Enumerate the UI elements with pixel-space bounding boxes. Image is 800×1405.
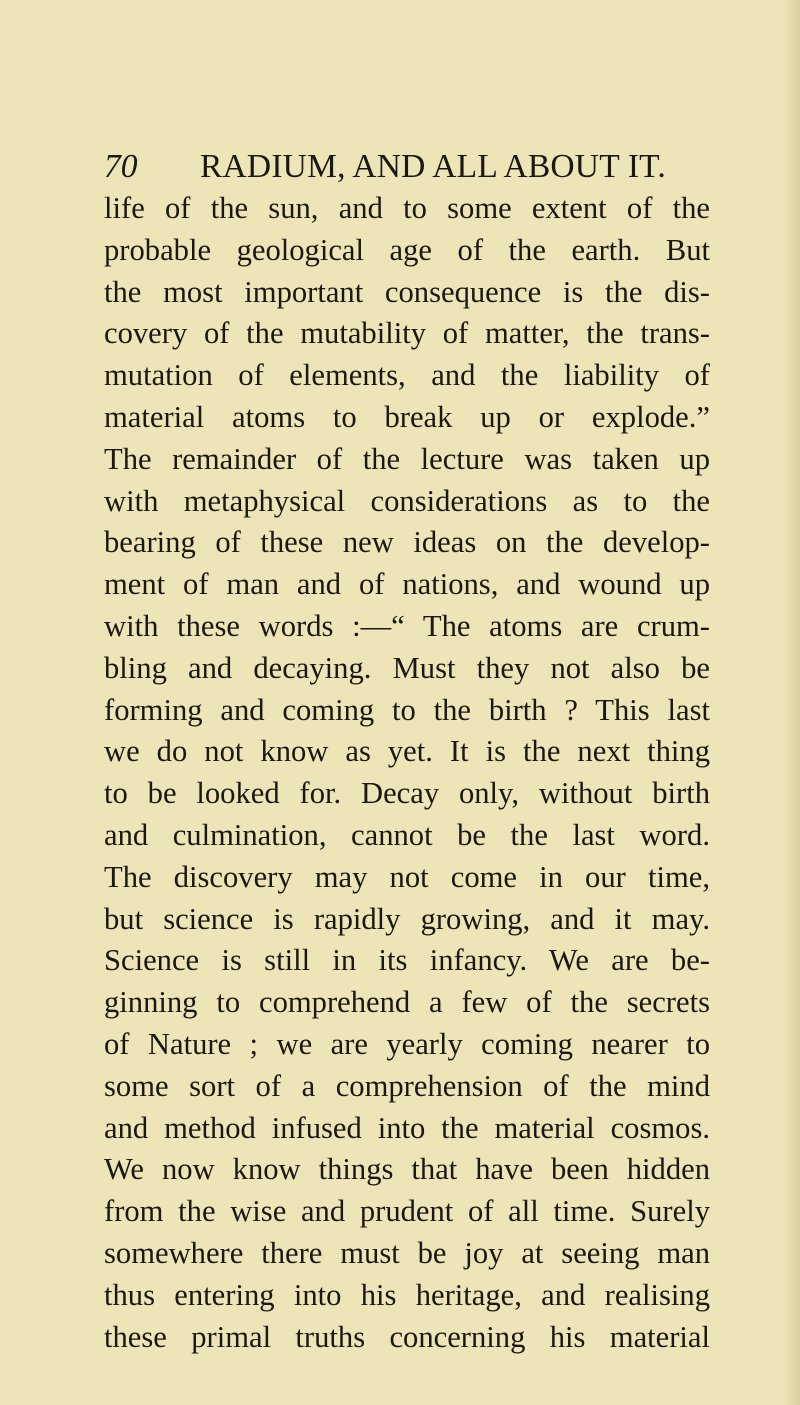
text-line: of Nature ; we are yearly coming nearer to xyxy=(104,1026,710,1061)
text-line: but science is rapidly growing, and it may. xyxy=(104,901,710,936)
text-line: and culmination, cannot be the last word. xyxy=(104,817,710,852)
running-title: RADIUM, AND ALL ABOUT IT. xyxy=(200,148,666,185)
text-line: bling and decaying. Must they not also be xyxy=(104,650,710,685)
text-line: with metaphysical considerations as to the xyxy=(104,483,710,518)
body-text xyxy=(104,188,710,1358)
text-line: Science is still in its infancy. We are be- xyxy=(104,943,710,978)
text-line: probable geological age of the earth. But xyxy=(104,232,710,267)
text-line: forming and coming to the birth ? This last xyxy=(104,692,710,727)
text-line: ginning to comprehend a few of the secrets xyxy=(104,985,710,1020)
text-line: these primal truths concerning his material xyxy=(104,1319,710,1354)
text-line: The remainder of the lecture was taken up xyxy=(104,441,710,476)
text-line: some sort of a comprehension of the mind xyxy=(104,1068,710,1103)
text-line: We now know things that have been hidden xyxy=(104,1152,710,1187)
text-line: the most important consequence is the dis- xyxy=(104,274,710,309)
text-line: bearing of these new ideas on the develop- xyxy=(104,525,710,560)
text-line: covery of the mutability of matter, the trans- xyxy=(104,316,710,351)
text-line: from the wise and prudent of all time. Surely xyxy=(104,1194,710,1229)
text-line: mutation of elements, and the liability of xyxy=(104,358,710,393)
page-number: 70 xyxy=(104,148,138,185)
text-line: we do not know as yet. It is the next thing xyxy=(104,734,710,769)
text-line: life of the sun, and to some extent of the xyxy=(104,191,710,225)
text-line: thus entering into his heritage, and realising xyxy=(104,1277,710,1312)
text-line: The discovery may not come in our time, xyxy=(104,859,710,894)
text-line: with these words :—“ The atoms are crum- xyxy=(104,608,710,643)
text-line: and method infused into the material cosmos. xyxy=(104,1110,710,1145)
text-line: somewhere there must be joy at seeing man xyxy=(104,1235,710,1270)
text-line: ment of man and of nations, and wound up xyxy=(104,567,710,602)
running-head xyxy=(104,142,684,192)
text-line: to be looked for. Decay only, without birth xyxy=(104,776,710,811)
page-edge-shadow xyxy=(782,0,800,1405)
text-line: material atoms to break up or explode.” xyxy=(104,399,710,434)
